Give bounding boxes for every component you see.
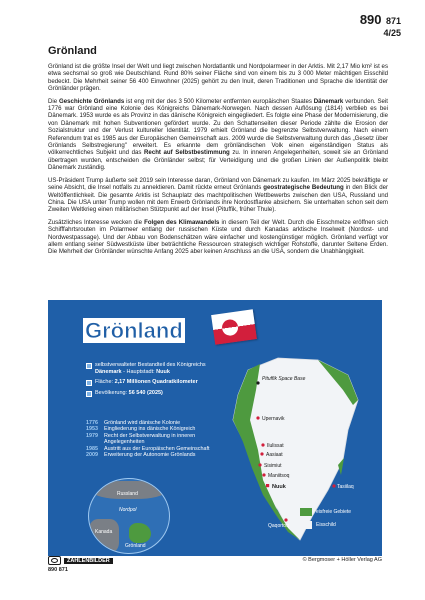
label-sisimiut: Sisimiut xyxy=(264,463,282,469)
infographic-title: Grönland xyxy=(85,318,183,343)
capital-marker xyxy=(266,484,269,487)
globe-label-canada: Kanada xyxy=(95,529,113,535)
document-number xyxy=(360,12,401,38)
globe-label-russia: Russland xyxy=(117,491,138,497)
place-marker xyxy=(258,463,261,466)
legend-ice: Eisschild xyxy=(300,521,351,529)
timeline-entry: 1985 Austritt aus der Europäischen Gemeinschaft xyxy=(86,445,210,452)
label-tasiilaq: Tasiilaq xyxy=(337,484,354,490)
timeline-entry: 1979 Recht der Selbstverwaltung in inneren Angelegenheiten xyxy=(86,432,196,446)
globe-label-north-pole: Nordpol xyxy=(119,507,137,513)
timeline-entry: 2009 Erweiterung der Autonomie Grönlands xyxy=(86,452,196,459)
timeline-entry: 1953 Eingliederung ins dänische Königreich xyxy=(86,426,196,433)
map-legend xyxy=(300,508,351,534)
place-marker xyxy=(284,518,287,521)
label-qaqortoq: Qaqortoq xyxy=(268,523,289,529)
greenland-flag-icon xyxy=(211,309,257,345)
label-maniitsoq: Maniitsoq xyxy=(268,473,290,479)
label-ilulissat: Ilulissat xyxy=(267,443,284,449)
zahlenbilder-logo-icon xyxy=(48,556,61,565)
page-title: Grönland xyxy=(48,45,97,57)
paragraph-3: US-Präsident Trump äußerte seit 2019 sein Interesse daran, Grönland von Dänemark zu kaufen. Im März 2025 bekräftigte er seine Absicht, die Insel notfalls zu annektieren. Damit rückte erneut Grönlands geostrategische Bedeutung in den Blick der Weltöffentlichkeit. Die gesamte Arktis ist Schauplatz des machtpolitischen Wettbewerbs zwischen den USA, Russland und China. Die USA unter Trump wollen mit dem Erwerb Grönlands ihre Nordostflanke absichern. Sie unterhalten schon seit dem Zweiten Weltkrieg einen militärischen Stützpunkt auf der Insel (Pituffik, früher Thule). xyxy=(48,176,389,214)
label-nuuk: Nuuk xyxy=(272,484,286,490)
place-marker xyxy=(256,416,259,419)
place-marker xyxy=(260,452,263,455)
fact-area: Fläche: 2,17 Millionen Quadratkilometer xyxy=(86,379,206,386)
footer-code: 890 871 xyxy=(48,567,68,573)
locator-globe xyxy=(88,478,170,554)
globe-label-greenland: Grönland xyxy=(125,543,146,549)
label-pituffik: Pituffik Space Base xyxy=(262,376,306,382)
paragraph-4: Zusätzliches Interesse wecken die Folgen des Klimawandels in diesem Teil der Welt. Durch die Eisschmelze eröffnen sich Schifffahrtsrouten im Polarmeer entlang der russischen Küste und durch Kanadas arktische Inselwelt (Nordost- und Nordwestpassage). Und der Abbau von Bodenschätzen wäre einfacher und kostengünstiger möglich. Grönland verfügt vor allem entlang seiner Südwestküste über beträchtliche Ressourcen strategisch wichtiger Rohstoffe, darunter Seltene Erden. Die Mehrheit der Grönländer wünschte Anfang 2025 aber keinen Anschluss an die USA, sondern die Unabhängigkeit. xyxy=(48,218,389,256)
label-upernavik: Upernavik xyxy=(262,416,285,422)
fact-population: Bevölkerung: 56 540 (2025) xyxy=(86,390,206,397)
paragraph-2: Die Geschichte Grönlands ist eng mit der des 3 500 Kilometer entfernten europäischen Staates Dänemark verbunden. Seit 1776 war Grönland eine Kolonie des Königreichs Dänemark-Norwegen. Nach dessen Auflösung (1814) verblieb es bei Dänemark. 1953 wurde es als Provinz in das dänische Königreich eingegliedert. Es folgte eine Phase der Modernisierung, die von Dänemark mit hohen Subventionen gefördert wurde. Zu den Schattenseiten dieser Periode zählte die Erosion der Sozialstruktur und der Verlust kultureller Identität. 1979 erhielt Grönland die begrenzte Selbstverwaltung. Nach einem Referendum trat es 1985 aus der Europäischen Gemeinschaft aus. 2009 wurde die Selbstverwaltung durch das „Gesetz über Grönlands Selbstregierung" erweitert. Es erkannte dem grönländischen Volk einen eigenständigen Status als völkerrechtliches Subjekt und das Recht auf Selbstbestimmung zu. In inneren Angelegenheiten, soweit sie an Grönland übertragen wurden, entscheiden die Grönländer selbst; für Verteidigung und die großen Linien der Außenpolitik bleibt Dänemark zuständig. xyxy=(48,97,388,172)
legend-ice-free: eisfreie Gebiete xyxy=(300,508,351,516)
timeline-entry: 1776 Grönland wird dänische Kolonie xyxy=(86,420,181,426)
place-marker xyxy=(262,473,265,476)
place-marker xyxy=(332,484,335,487)
place-marker xyxy=(261,443,264,446)
greenland-map xyxy=(208,350,378,550)
document-number-sub: 871 xyxy=(385,16,401,26)
series-label: ZAHLENBILDER xyxy=(64,558,113,564)
body-text xyxy=(48,63,388,261)
place-marker xyxy=(256,381,259,384)
paragraph-1: Grönland ist die größte Insel der Welt und liegt zwischen Nordatlantik und Nordpolarmeer in der Arktis. Mit 2,17 Mio km² ist es etwa sechsmal so groß wie Deutschland. Rund 80% seiner Fläche sind von einem bis zu 3 000 Meter mächtigen Eisschild bedeckt. Die Mehrheit seiner 56 400 Einwohner (2025) gehört zu den Inuit, deren Traditionen und Sprache die Identität der Grönländer prägen. xyxy=(48,63,388,93)
label-aasiaat: Aasiaat xyxy=(266,452,283,458)
greenland-infographic xyxy=(48,300,382,556)
series-logo xyxy=(48,556,113,565)
copyright-credit: © Bergmoser + Höller Verlag AG xyxy=(302,557,382,563)
facts-list xyxy=(86,362,206,400)
issue-number: 4/25 xyxy=(383,27,401,38)
history-timeline xyxy=(86,420,211,458)
fact-status: selbstverwalteter Bestandteil des Königreichs Dänemark - Hauptstadt: Nuuk xyxy=(86,362,206,375)
document-number-main: 890 xyxy=(359,12,382,27)
